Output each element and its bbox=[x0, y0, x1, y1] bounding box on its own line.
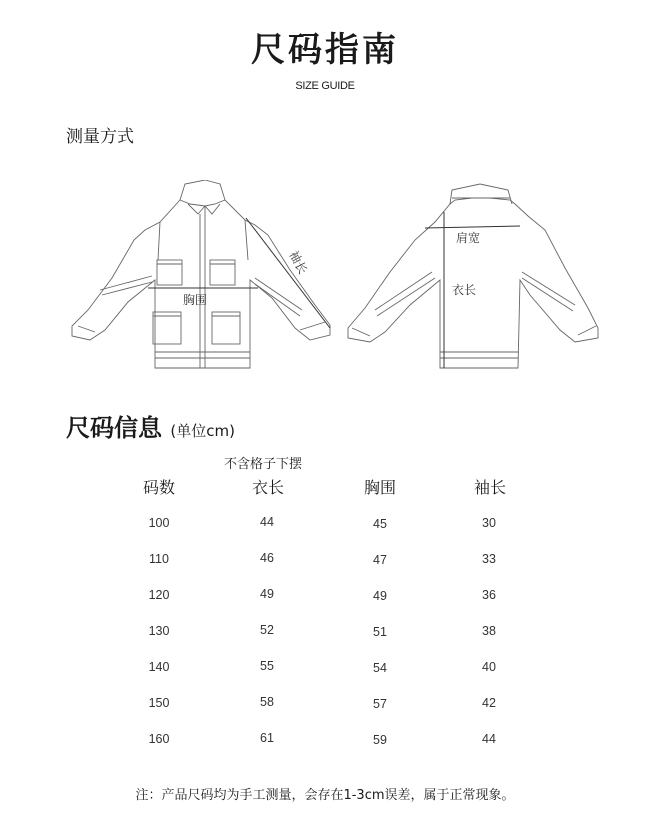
table-cell: 33 bbox=[482, 552, 496, 566]
table-cell: 130 bbox=[148, 624, 170, 638]
column-header-sleeve: 袖长 bbox=[473, 478, 507, 497]
table-cell: 46 bbox=[260, 551, 274, 565]
page-subtitle: SIZE GUIDE bbox=[295, 80, 355, 92]
column-header-length: 衣长 bbox=[251, 478, 285, 497]
table-cell: 55 bbox=[260, 659, 274, 673]
measurement-disclaimer: 注：产品尺码均为手工测量，会存在1-3cm误差，属于正常现象。 bbox=[135, 788, 515, 803]
size-info-heading bbox=[66, 408, 235, 443]
table-cell: 38 bbox=[482, 624, 496, 638]
shoulder-label: 肩宽 bbox=[456, 231, 481, 245]
table-cell: 160 bbox=[148, 732, 170, 746]
table-cell: 49 bbox=[373, 589, 387, 603]
page-title: 尺码指南 bbox=[251, 30, 399, 70]
chest-label: 胸围 bbox=[183, 293, 208, 307]
table-cell: 61 bbox=[260, 731, 274, 745]
jacket-back bbox=[348, 184, 598, 368]
table-cell: 44 bbox=[260, 515, 274, 529]
table-cell: 44 bbox=[482, 732, 496, 746]
table-cell: 49 bbox=[260, 587, 274, 601]
table-cell: 57 bbox=[373, 697, 387, 711]
jacket-diagram bbox=[40, 180, 610, 380]
size-info-unit: (单位cm) bbox=[170, 422, 235, 440]
sleeve-label: 袖长 bbox=[286, 248, 310, 277]
table-cell: 54 bbox=[373, 661, 387, 675]
table-cell: 47 bbox=[373, 553, 387, 567]
table-cell: 59 bbox=[373, 733, 387, 747]
table-cell: 120 bbox=[148, 588, 170, 602]
column-header-chest: 胸围 bbox=[363, 478, 397, 497]
table-cell: 52 bbox=[260, 623, 274, 637]
table-cell: 100 bbox=[148, 516, 170, 530]
table-cell: 36 bbox=[482, 588, 496, 602]
table-cell: 45 bbox=[373, 517, 387, 531]
table-cell: 140 bbox=[148, 660, 170, 674]
size-info-title: 尺码信息 bbox=[66, 414, 162, 442]
table-cell: 110 bbox=[149, 552, 169, 566]
measure-heading: 测量方式 bbox=[66, 127, 134, 147]
length-label: 衣长 bbox=[452, 283, 477, 297]
table-cell: 51 bbox=[373, 625, 387, 639]
length-note: 不含格子下摆 bbox=[224, 457, 303, 472]
shoulder-measure-line bbox=[425, 226, 520, 228]
sleeve-measure-line bbox=[246, 218, 330, 328]
table-cell: 150 bbox=[148, 696, 170, 710]
table-cell: 30 bbox=[482, 516, 496, 530]
table-cell: 58 bbox=[260, 695, 274, 709]
table-cell: 42 bbox=[482, 696, 496, 710]
table-cell: 40 bbox=[482, 660, 496, 674]
column-header-size: 码数 bbox=[142, 478, 176, 497]
jacket-front bbox=[72, 180, 330, 368]
